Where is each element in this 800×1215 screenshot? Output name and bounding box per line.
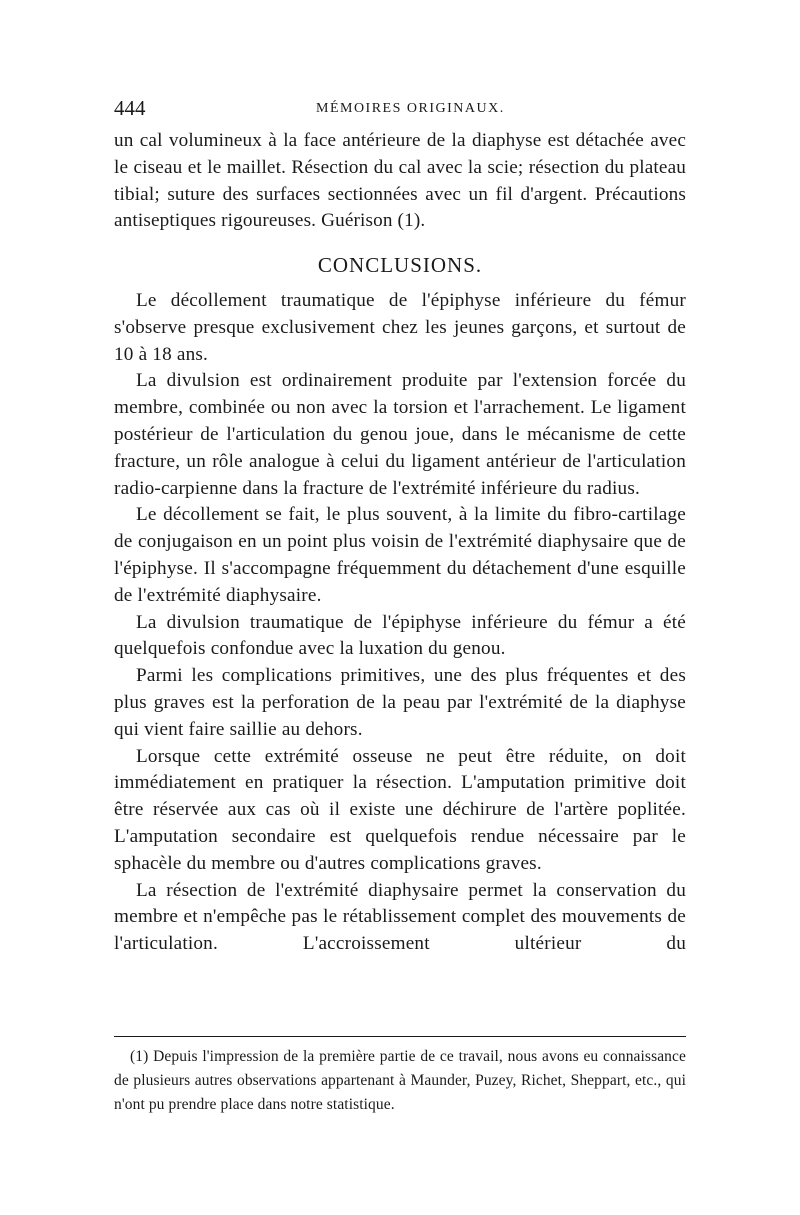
- paragraph: La divulsion traumatique de l'épiphyse inférieure du fémur a été quelquefois confondue avec la luxation du genou.: [114, 611, 686, 660]
- paragraph: Le décollement se fait, le plus souvent, à la limite du fibro-cartilage de conjugaison en un point plus voisin de l'extrémité diaphysaire que de l'épiphyse. Il s'accompagne fréquemment du détachement d'une esquille de l'extrémité diaphysaire.: [114, 504, 686, 606]
- paragraph: Lorsque cette extrémité osseuse ne peut être réduite, on doit immédiatement en pratiquer la résection. L'amputation primitive doit être réservée aux cas où il existe une déchirure de l'artère poplitée. L'amputation secondaire est quelquefois rendue nécessaire par le sphacèle du membre ou d'autres complications graves.: [114, 745, 686, 874]
- running-title: MÉMOIRES ORIGINAUX.: [316, 101, 505, 116]
- paragraph: Parmi les complications primitives, une des plus fréquentes et des plus graves est la perforation de la peau par l'extrémité de la diaphyse qui vient faire saillie au dehors.: [114, 665, 686, 740]
- intro-paragraph: un cal volumineux à la face antérieure de la diaphyse est détachée avec le ciseau et le maillet. Résection du cal avec la scie; résection du plateau tibial; suture des surfaces sectionnées avec un fil d'argent. Précautions antiseptiques rigoureuses. Guérison (1).: [114, 130, 686, 232]
- conclusions-body: [114, 288, 686, 958]
- footnote: (1) Depuis l'impression de la première partie de ce travail, nous avons eu connaissance de plusieurs autres observations appartenant à Maunder, Puzey, Richet, Sheppart, etc., qui n'ont pu prendre place dans notre statistique.: [114, 1048, 686, 1113]
- intro-text: [114, 128, 686, 235]
- page-number: 444: [114, 96, 146, 120]
- footnote-divider: [114, 1036, 686, 1037]
- section-title: CONCLUSIONS.: [317, 253, 483, 277]
- running-head: [114, 96, 686, 124]
- paragraph: Le décollement traumatique de l'épiphyse inférieure du fémur s'observe presque exclusivement chez les jeunes garçons, et surtout de 10 à 18 ans.: [114, 290, 686, 365]
- paragraph: La résection de l'extrémité diaphysaire permet la conservation du membre et n'empêche pas le rétablissement complet des mouvements de l'articulation. L'accroissement ultérieur du: [114, 879, 686, 955]
- paragraph: La divulsion est ordinairement produite par l'extension forcée du membre, combinée ou non avec la torsion et l'arrachement. Le ligament postérieur de l'articulation du genou joue, dans le mécanisme de cette fracture, un rôle analogue à celui du ligament antérieur de l'articulation radio-carpienne dans la fracture de l'extrémité inférieure du radius.: [114, 370, 686, 499]
